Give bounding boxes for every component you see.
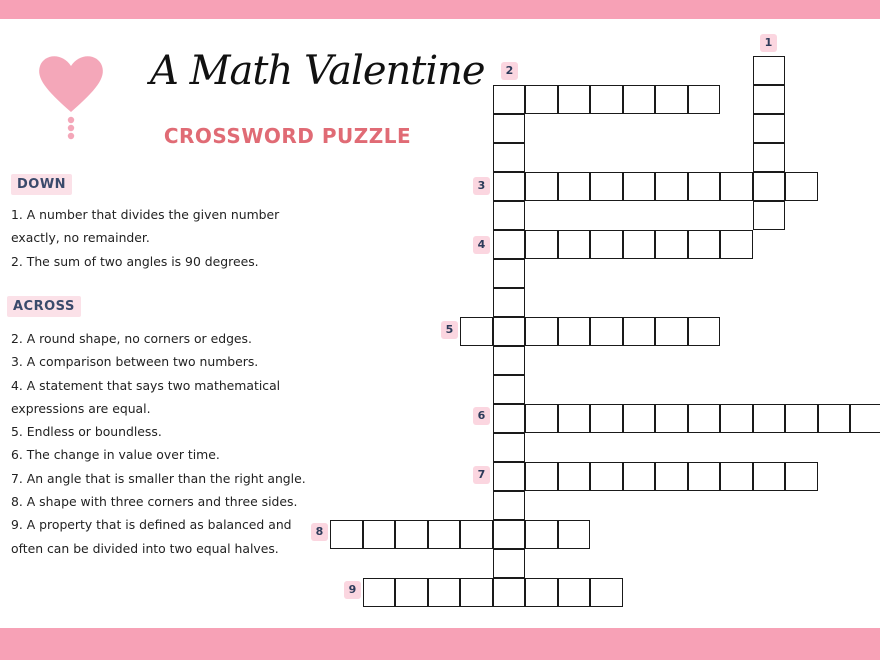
crossword-cell[interactable]: [493, 520, 526, 549]
crossword-cell[interactable]: [818, 404, 851, 433]
across-heading: ACROSS: [7, 296, 81, 317]
crossword-cell[interactable]: [623, 230, 656, 259]
page-title: A Math Valentine: [150, 48, 485, 94]
crossword-cell[interactable]: [493, 462, 526, 491]
crossword-cell[interactable]: [525, 578, 558, 607]
across-clue-line: 7. An angle that is smaller than the right angle.: [11, 470, 306, 486]
crossword-cell[interactable]: [558, 172, 591, 201]
across-clue-line: 4. A statement that says two mathematical: [11, 377, 281, 393]
crossword-cell[interactable]: [688, 85, 721, 114]
crossword-cell[interactable]: [493, 375, 526, 404]
clue-number-8: 8: [311, 523, 328, 541]
clue-number-9: 9: [344, 581, 361, 599]
crossword-cell[interactable]: [753, 143, 786, 172]
down-clue-line: exactly, no remainder.: [11, 230, 150, 246]
crossword-cell[interactable]: [493, 433, 526, 462]
crossword-cell[interactable]: [558, 404, 591, 433]
crossword-cell[interactable]: [753, 114, 786, 143]
clue-number-4: 4: [473, 236, 490, 254]
down-heading: DOWN: [11, 174, 72, 195]
crossword-cell[interactable]: [590, 404, 623, 433]
crossword-cell[interactable]: [720, 172, 753, 201]
crossword-cell[interactable]: [493, 230, 526, 259]
crossword-cell[interactable]: [525, 85, 558, 114]
crossword-cell[interactable]: [493, 143, 526, 172]
crossword-cell[interactable]: [363, 578, 396, 607]
across-clue-line: often can be divided into two equal halves.: [11, 540, 279, 556]
crossword-cell[interactable]: [363, 520, 396, 549]
crossword-cell[interactable]: [655, 230, 688, 259]
across-clue-line: 6. The change in value over time.: [11, 447, 220, 463]
crossword-cell[interactable]: [493, 85, 526, 114]
clue-number-2: 2: [501, 62, 518, 80]
across-clue-line: 9. A property that is defined as balanced and: [11, 517, 292, 533]
crossword-cell[interactable]: [525, 230, 558, 259]
crossword-cell[interactable]: [655, 85, 688, 114]
crossword-cell[interactable]: [623, 85, 656, 114]
crossword-cell[interactable]: [753, 462, 786, 491]
across-clue-line: 2. A round shape, no corners or edges.: [11, 331, 252, 346]
crossword-cell[interactable]: [558, 462, 591, 491]
crossword-cell[interactable]: [493, 549, 526, 578]
crossword-cell[interactable]: [623, 317, 656, 346]
crossword-cell[interactable]: [590, 578, 623, 607]
crossword-cell[interactable]: [590, 462, 623, 491]
crossword-cell[interactable]: [655, 462, 688, 491]
crossword-cell[interactable]: [525, 317, 558, 346]
crossword-cell[interactable]: [558, 520, 591, 549]
down-clue-line: 1. A number that divides the given number: [11, 207, 280, 222]
crossword-cell[interactable]: [753, 404, 786, 433]
crossword-cell[interactable]: [688, 462, 721, 491]
crossword-cell[interactable]: [753, 56, 786, 85]
crossword-cell[interactable]: [493, 259, 526, 288]
clue-number-7: 7: [473, 466, 490, 484]
crossword-cell[interactable]: [525, 462, 558, 491]
crossword-cell[interactable]: [493, 346, 526, 375]
crossword-cell[interactable]: [688, 317, 721, 346]
crossword-cell[interactable]: [720, 230, 753, 259]
crossword-cell[interactable]: [428, 520, 461, 549]
crossword-cell[interactable]: [590, 172, 623, 201]
crossword-cell[interactable]: [428, 578, 461, 607]
crossword-cell[interactable]: [558, 230, 591, 259]
across-clue-line: expressions are equal.: [11, 400, 151, 416]
page-subtitle: CROSSWORD PUZZLE: [163, 124, 412, 148]
crossword-cell[interactable]: [460, 317, 493, 346]
crossword-cell[interactable]: [493, 172, 526, 201]
crossword-cell[interactable]: [720, 462, 753, 491]
crossword-cell[interactable]: [395, 520, 428, 549]
crossword-cell[interactable]: [753, 85, 786, 114]
crossword-cell[interactable]: [785, 462, 818, 491]
crossword-cell[interactable]: [493, 201, 526, 230]
crossword-cell[interactable]: [558, 578, 591, 607]
bottom-pink-band: [0, 628, 880, 660]
clue-number-6: 6: [473, 407, 490, 425]
crossword-cell[interactable]: [753, 201, 786, 230]
crossword-cell[interactable]: [395, 578, 428, 607]
crossword-cell[interactable]: [623, 404, 656, 433]
crossword-cell[interactable]: [493, 114, 526, 143]
clue-number-3: 3: [473, 177, 490, 195]
crossword-cell[interactable]: [688, 230, 721, 259]
crossword-cell[interactable]: [525, 172, 558, 201]
crossword-cell[interactable]: [493, 317, 526, 346]
across-clue-line: 8. A shape with three corners and three sides.: [11, 494, 298, 510]
crossword-cell[interactable]: [493, 491, 526, 520]
crossword-cell[interactable]: [623, 172, 656, 201]
across-clue-line: 3. A comparison between two numbers.: [11, 354, 259, 370]
crossword-cell[interactable]: [590, 317, 623, 346]
crossword-cell[interactable]: [850, 404, 880, 433]
crossword-cell[interactable]: [460, 520, 493, 549]
crossword-cell[interactable]: [753, 172, 786, 201]
clue-number-1: 1: [760, 34, 777, 52]
crossword-cell[interactable]: [330, 520, 363, 549]
crossword-cell[interactable]: [493, 404, 526, 433]
crossword-cell[interactable]: [558, 317, 591, 346]
crossword-cell[interactable]: [590, 230, 623, 259]
clue-number-5: 5: [441, 321, 458, 339]
crossword-cell[interactable]: [590, 85, 623, 114]
crossword-cell[interactable]: [688, 172, 721, 201]
crossword-cell[interactable]: [655, 172, 688, 201]
crossword-cell[interactable]: [460, 578, 493, 607]
crossword-cell[interactable]: [525, 404, 558, 433]
crossword-cell[interactable]: [558, 85, 591, 114]
crossword-cell[interactable]: [688, 404, 721, 433]
crossword-cell[interactable]: [785, 404, 818, 433]
crossword-cell[interactable]: [623, 462, 656, 491]
down-clue-line: 2. The sum of two angles is 90 degrees.: [11, 253, 259, 269]
crossword-cell[interactable]: [525, 520, 558, 549]
across-clue-line: 5. Endless or boundless.: [11, 424, 162, 440]
crossword-cell[interactable]: [720, 404, 753, 433]
crossword-cell[interactable]: [493, 288, 526, 317]
crossword-cell[interactable]: [493, 578, 526, 607]
crossword-cell[interactable]: [655, 317, 688, 346]
crossword-cell[interactable]: [785, 172, 818, 201]
crossword-cell[interactable]: [655, 404, 688, 433]
